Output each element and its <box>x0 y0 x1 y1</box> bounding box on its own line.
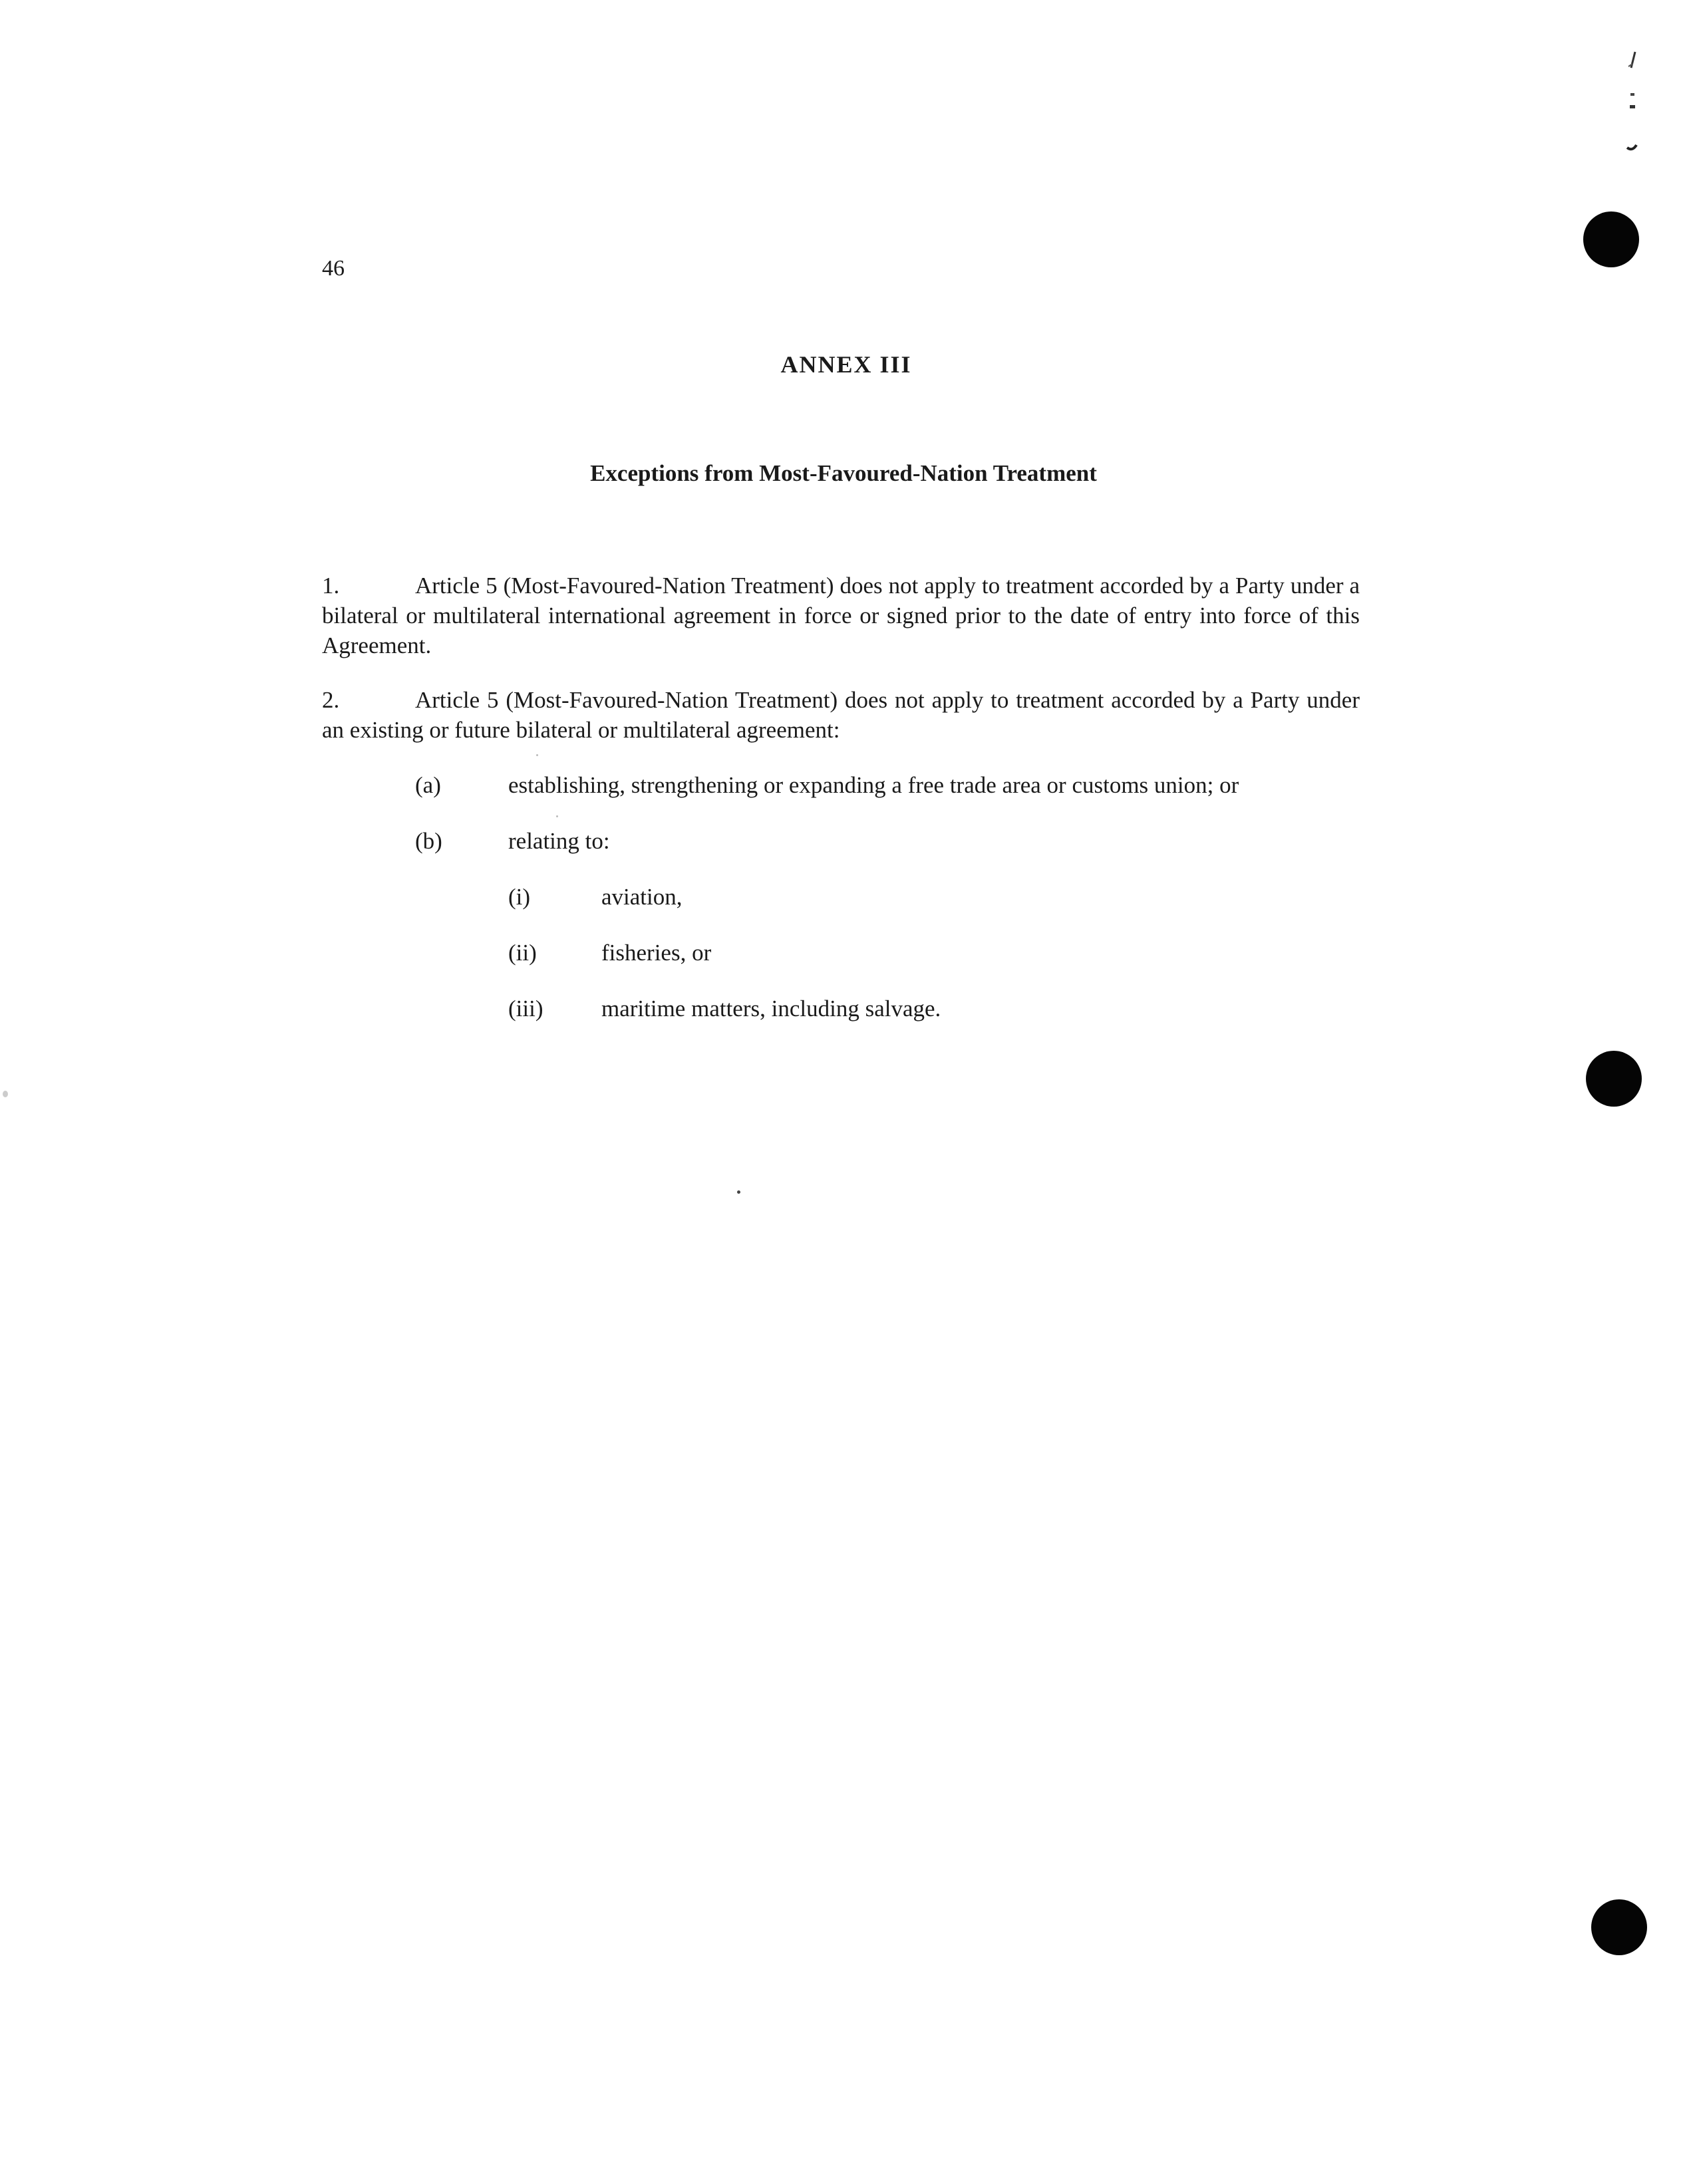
annex-title: ANNEX III <box>780 351 912 378</box>
list-item-label: (b) <box>415 828 442 854</box>
paragraph-number: 1. <box>322 573 340 599</box>
punch-hole <box>1583 211 1639 267</box>
section-subtitle: Exceptions from Most-Favoured-Nation Treatment <box>590 460 1097 486</box>
list-item-label: (a) <box>415 772 441 798</box>
sublist-item-iii <box>508 994 941 1024</box>
scan-speck <box>3 1091 8 1097</box>
sublist-item-text: maritime matters, including salvage. <box>601 996 941 1022</box>
list-item-b <box>415 826 610 856</box>
sublist-item-label: (ii) <box>508 940 537 966</box>
paragraph-text: Article 5 (Most-Favoured-Nation Treatment) does not apply to treatment accorded by a Party under an existing or future bilateral or multilateral agreement: <box>322 687 1360 743</box>
punch-hole <box>1586 1051 1642 1107</box>
sublist-item-text: aviation, <box>601 884 683 910</box>
list-item-text: establishing, strengthening or expanding a free trade area or customs union; or <box>508 772 1239 798</box>
paragraph-2 <box>322 685 1360 745</box>
sublist-item-label: (iii) <box>508 996 543 1022</box>
scan-speck <box>536 754 538 756</box>
sublist-item-label: (i) <box>508 884 531 910</box>
page-number: 46 <box>322 256 345 281</box>
sublist-item-i <box>508 882 683 912</box>
list-item-a <box>415 770 1239 800</box>
punch-hole <box>1591 1899 1647 1955</box>
scan-speck <box>737 1190 740 1194</box>
scan-edge-marks <box>1620 47 1647 166</box>
scan-speck <box>556 815 558 817</box>
list-item-text: relating to: <box>508 828 610 854</box>
paragraph-1 <box>322 571 1360 660</box>
sublist-item-ii <box>508 938 711 968</box>
sublist-item-text: fisheries, or <box>601 940 712 966</box>
paragraph-text: Article 5 (Most-Favoured-Nation Treatment) does not apply to treatment accorded by a Party under a bilateral or multilateral international agreement in force or signed prior to the date of entry into force of this Agreement. <box>322 573 1360 658</box>
paragraph-number: 2. <box>322 687 340 713</box>
